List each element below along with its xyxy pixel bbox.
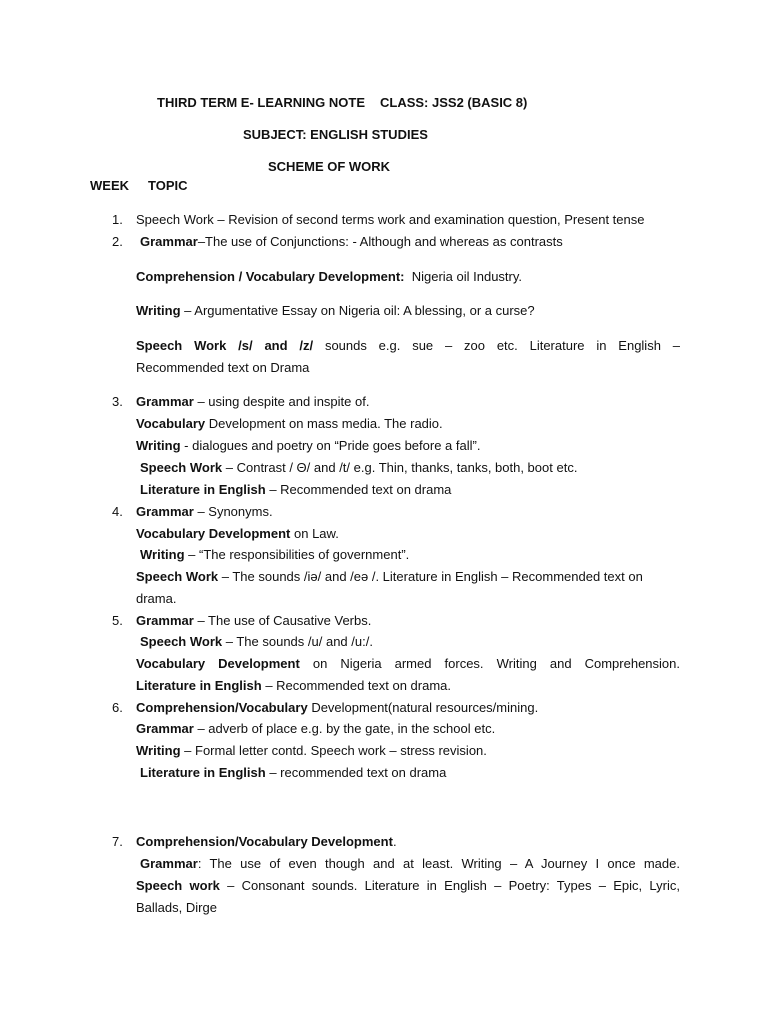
week-2-speech-work: Speech Work /s/ and /z/ sounds e.g. sue – zoo etc. Literature in English – <box>136 338 680 353</box>
week-3-writing: Writing - dialogues and poetry on “Pride goes before a fall”. <box>136 438 481 453</box>
subject-label: SUBJECT: ENGLISH STUDIES <box>243 127 428 142</box>
week-7-speech-work: Speech work – Consonant sounds. Literature in English – Poetry: Types – Epic, Lyric, <box>136 878 680 893</box>
week-column-header: WEEK <box>90 178 129 193</box>
week-4-speech-work-cont: drama. <box>136 591 177 606</box>
week-6-writing: Writing – Formal letter contd. Speech work – stress revision. <box>136 743 487 758</box>
week-number: 7. <box>112 834 123 849</box>
week-3-literature: Literature in English – Recommended text on drama <box>140 482 452 497</box>
week-2-grammar: Grammar–The use of Conjunctions: - Although and whereas as contrasts <box>140 234 563 249</box>
week-number: 1. <box>112 212 123 227</box>
week-7-speech-work-cont: Ballads, Dirge <box>136 900 217 915</box>
week-3-speech-work: Speech Work – Contrast / Θ/ and /t/ e.g. Thin, thanks, tanks, both, boot etc. <box>140 460 578 475</box>
week-4-speech-work: Speech Work – The sounds /iə/ and /eə /. Literature in English – Recommended text on <box>136 569 643 584</box>
scheme-heading: SCHEME OF WORK <box>268 159 391 174</box>
week-5-grammar: Grammar – The use of Causative Verbs. <box>136 613 372 628</box>
week-2-speech-work-cont: Recommended text on Drama <box>136 360 310 375</box>
week-4-writing: Writing – “The responsibilities of government”. <box>140 547 410 562</box>
week-5-literature: Literature in English – Recommended text on drama. <box>136 678 452 693</box>
week-3-grammar: Grammar – using despite and inspite of. <box>136 394 370 409</box>
week-2-comprehension: Comprehension / Vocabulary Development: Nigeria oil Industry. <box>136 269 523 284</box>
week-6-comprehension: Comprehension/Vocabulary Development(natural resources/mining. <box>136 700 539 715</box>
week-6-literature: Literature in English – recommended text on drama <box>140 765 447 780</box>
week-7-grammar: Grammar: The use of even though and at least. Writing – A Journey I once made. <box>140 856 680 871</box>
week-3-vocabulary: Vocabulary Development on mass media. The radio. <box>136 416 443 431</box>
week-4-vocabulary: Vocabulary Development on Law. <box>136 526 339 541</box>
topic-column-header: TOPIC <box>148 178 188 193</box>
week-7-comprehension: Comprehension/Vocabulary Development. <box>136 834 397 849</box>
week-5-vocabulary: Vocabulary Development on Nigeria armed forces. Writing and Comprehension. <box>136 656 680 671</box>
week-number: 2. <box>112 234 123 249</box>
week-5-speech-work: Speech Work – The sounds /u/ and /u:/. <box>140 634 373 649</box>
week-2-writing: Writing – Argumentative Essay on Nigeria oil: A blessing, or a curse? <box>136 303 535 318</box>
document-title: THIRD TERM E- LEARNING NOTE <box>157 95 365 110</box>
week-number: 4. <box>112 504 123 519</box>
week-number: 3. <box>112 394 123 409</box>
week-number: 6. <box>112 700 123 715</box>
week-6-grammar: Grammar – adverb of place e.g. by the gate, in the school etc. <box>136 721 496 736</box>
week-1-topic: Speech Work – Revision of second terms work and examination question, Present tense <box>136 212 645 227</box>
week-number: 5. <box>112 613 123 628</box>
week-4-grammar: Grammar – Synonyms. <box>136 504 273 519</box>
class-label: CLASS: JSS2 (BASIC 8) <box>380 95 528 110</box>
